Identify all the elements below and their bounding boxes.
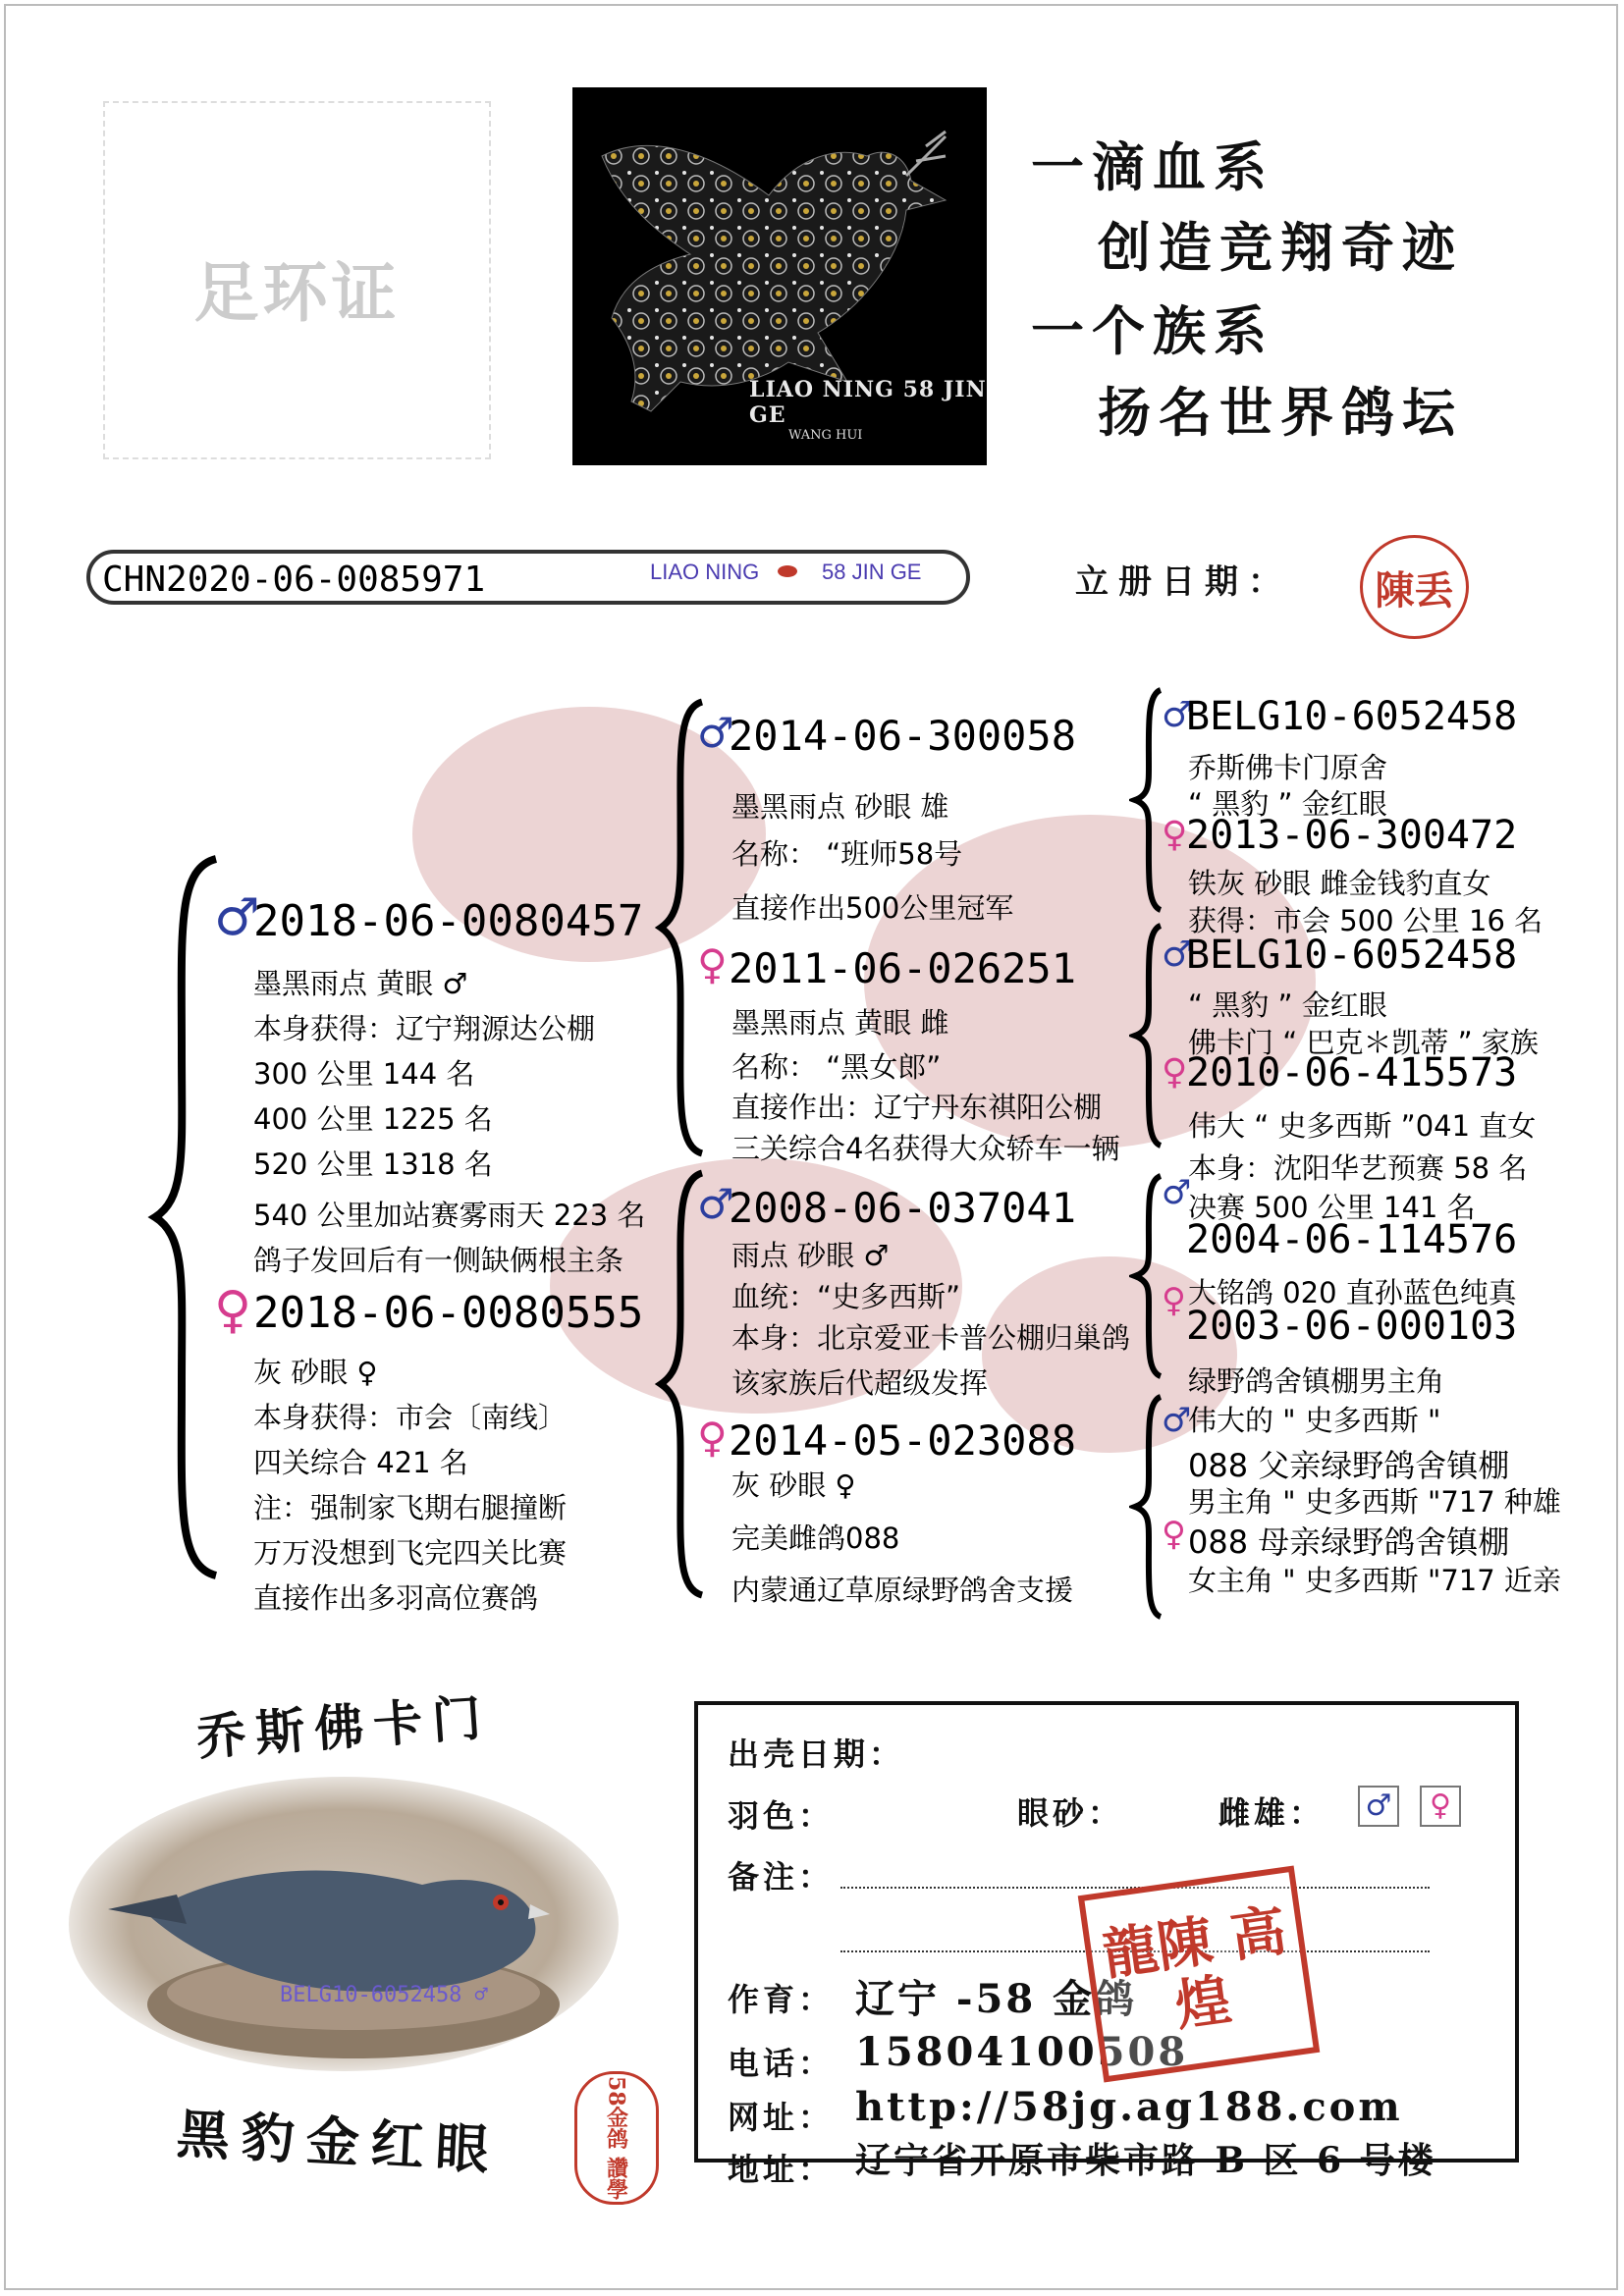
male-icon: ♂ [214,888,260,947]
ggp-ring: BELG10-6052458 [1186,694,1518,739]
brace-sire-parents [653,697,712,1158]
gp-line: 墨黑雨点 黄眼 雌 [731,1006,949,1040]
bird-photo [69,1777,619,2071]
ggp-ring: 大铭鸽 020 直孙蓝色纯真 [1188,1276,1517,1309]
female-icon: ♀ [214,1281,252,1340]
dam-ring: 2018-06-0080555 [253,1288,644,1338]
ring-certificate-box [103,101,491,459]
gp-line: 血统：“史多西斯” [731,1280,961,1313]
slogan-line-2: 创造竞翔奇迹 [1098,217,1463,279]
phone-label: 电话： [728,2045,835,2082]
registration-date-label: 立册日期： [1075,562,1291,602]
dam-line: 本身获得：市会〔南线〕 [253,1401,568,1434]
brace-parents [147,854,226,1580]
ggp-line: 获得：市会 500 公里 16 名 [1188,904,1543,937]
ggp-line: 铁灰 砂眼 雌金钱豹直女 [1188,867,1491,900]
sire-line: 540 公里加站赛雾雨天 223 名 [253,1199,646,1232]
sire-line: 300 公里 144 名 [253,1057,475,1091]
bird-mark-icon [778,565,797,577]
sire-line: 墨黑雨点 黄眼 ♂ [253,967,468,1000]
dam-line: 注：强制家飞期右腿撞断 [253,1491,568,1524]
gp-ring: 2014-05-023088 [729,1416,1077,1465]
male-icon: ♂ [1162,1401,1192,1440]
female-icon: ♀ [1162,815,1188,855]
female-icon: ♀ [697,1414,728,1462]
male-icon: ♂ [697,709,734,757]
sire-line: 本身获得：辽宁翔源达公棚 [253,1012,596,1045]
seal-small-text: 58金鸽 讚學 [603,2075,629,2201]
dam-line: 灰 砂眼 ♀ [253,1356,378,1389]
gp-line: 名称： “班师58号 [731,837,963,871]
gp-line: 本身：北京爱亚卡普公棚归巢鸽 [731,1321,1131,1355]
ggp-ring: 决赛 500 公里 141 名 [1188,1191,1476,1224]
hatch-date-label: 出壳日期： [728,1735,905,1773]
logo-text: LIAO NING 58 JIN GE [749,377,987,428]
ggp-ring: 088 母亲绿野鸽舍镇棚 [1188,1523,1510,1561]
ring-certificate-label: 足环证 [193,255,401,331]
gp-line: 三关综合4名获得大众轿车一辆 [731,1132,1120,1165]
pigeon-icon [69,1777,619,2071]
ggp-line: “ 黑豹 ” 金红眼 [1188,988,1387,1022]
gp-line: 雨点 砂眼 ♂ [731,1239,890,1272]
sire-ring: 2018-06-0080457 [253,896,644,946]
gp-ring: 2014-06-300058 [729,712,1077,760]
seal-small [574,2071,659,2205]
gp-line: 直接作出500公里冠军 [731,891,1014,925]
dam-line: 四关综合 421 名 [253,1446,468,1479]
gp-line: 墨黑雨点 砂眼 雄 [731,790,949,824]
ggp-line: “ 黑豹 ” 金红眼 [1188,787,1387,821]
slogan-line-1: 一滴血系 [1031,136,1274,198]
ring-number: CHN2020-06-0085971 [102,560,486,600]
gp-line: 灰 砂眼 ♀ [731,1468,856,1502]
ggp-line: 2004-06-114576 [1186,1217,1518,1262]
female-icon: ♀ [697,940,728,988]
loft-logo [572,87,987,465]
ggp-line: 绿野鸽舍镇棚男主角 [1188,1364,1445,1398]
bird-ring-label: BELG10-6052458 ♂ [280,1983,488,2007]
ggp-line: 女主角 " 史多西斯 "717 近亲 [1188,1564,1561,1597]
bar-tag-left: LIAO NING [650,560,760,584]
sex-male-checkbox[interactable]: ♂ [1358,1786,1399,1827]
sex-female-checkbox[interactable]: ♀ [1420,1786,1461,1827]
female-icon: ♀ [1162,1281,1186,1320]
seal-big [1078,1865,1321,2082]
ggp-ring: 2013-06-300472 [1186,813,1518,858]
seal-top-text: 陳丢 [1375,566,1454,614]
ggp-line: 本身：沈阳华艺预赛 58 名 [1188,1151,1528,1185]
ggp-ring: 伟大的 " 史多西斯 " [1188,1404,1441,1437]
male-icon: ♂ [1162,1173,1192,1212]
breeder-label: 作育： [728,1981,835,2018]
sire-line: 520 公里 1318 名 [253,1148,493,1181]
brace-dam-parents [653,1168,712,1600]
bird-bottom-caption: 黑豹金红眼 [175,2103,503,2182]
gp-line: 名称： “黑女郎” [731,1050,942,1084]
ggp-line: 088 父亲绿野鸽舍镇棚 [1188,1447,1510,1484]
gp-line: 内蒙通辽草原绿野鸽舍支援 [731,1574,1074,1607]
female-icon: ♀ [1162,1052,1188,1093]
ring-number-bar [86,550,970,605]
female-icon: ♀ [1162,1515,1186,1554]
gp-ring: 2011-06-026251 [729,944,1077,992]
ggp-line: 乔斯佛卡门原舍 [1188,751,1388,784]
note-label: 备注： [728,1858,835,1896]
address-value: 辽宁省开原市柴市路 B 区 6 号楼 [855,2140,1436,2181]
sire-line: 400 公里 1225 名 [253,1102,493,1136]
address-label: 地址： [728,2151,835,2188]
ggp-ring: 2010-06-415573 [1186,1050,1518,1095]
website-link[interactable]: http://58jg.ag188.com [855,2084,1403,2130]
dam-line: 万万没想到飞完四关比赛 [253,1536,568,1570]
sex-label: 雌雄： [1218,1794,1326,1832]
slogan-line-4: 扬名世界鸽坛 [1098,382,1463,444]
dam-line: 直接作出多羽高位赛鸽 [253,1581,539,1615]
logo-subtext: WANG HUI [788,428,863,443]
phone-value: 15804100508 [855,2029,1189,2075]
seal-big-text: 龍陳 高煌 [1099,1897,1291,2040]
gp-line: 该家族后代超级发挥 [731,1366,989,1400]
male-icon: ♂ [1162,934,1194,975]
gp-ring: 2008-06-037041 [729,1184,1077,1232]
ggp-ring: BELG10-6052458 [1186,933,1518,978]
breeder-value: 辽宁 -58 金鸽 [855,1976,1138,2022]
website-label: 网址： [728,2099,835,2136]
color-label: 羽色： [728,1797,835,1835]
gp-line: 直接作出：辽宁丹东祺阳公棚 [731,1091,1103,1124]
ggp-line: 伟大 “ 史多西斯 ”041 直女 [1188,1109,1537,1143]
seal-top [1360,535,1469,639]
male-icon: ♂ [697,1180,734,1228]
bar-tag-right: 58 JIN GE [822,560,922,584]
male-icon: ♂ [1162,695,1194,735]
ggp-line: 2003-06-000103 [1186,1304,1518,1349]
bird-top-caption: 乔斯佛卡门 [194,1688,493,1767]
ggp-line: 佛卡门 “ 巴克＊凯蒂 ” 家族 [1188,1026,1539,1059]
gp-line: 完美雌鸽088 [731,1522,900,1555]
slogan-line-3: 一个族系 [1031,300,1274,362]
sire-line: 鸽子发回后有一侧缺俩根主条 [253,1244,624,1277]
eye-label: 眼砂： [1017,1794,1124,1832]
ggp-line: 男主角 " 史多西斯 "717 种雄 [1188,1485,1561,1519]
